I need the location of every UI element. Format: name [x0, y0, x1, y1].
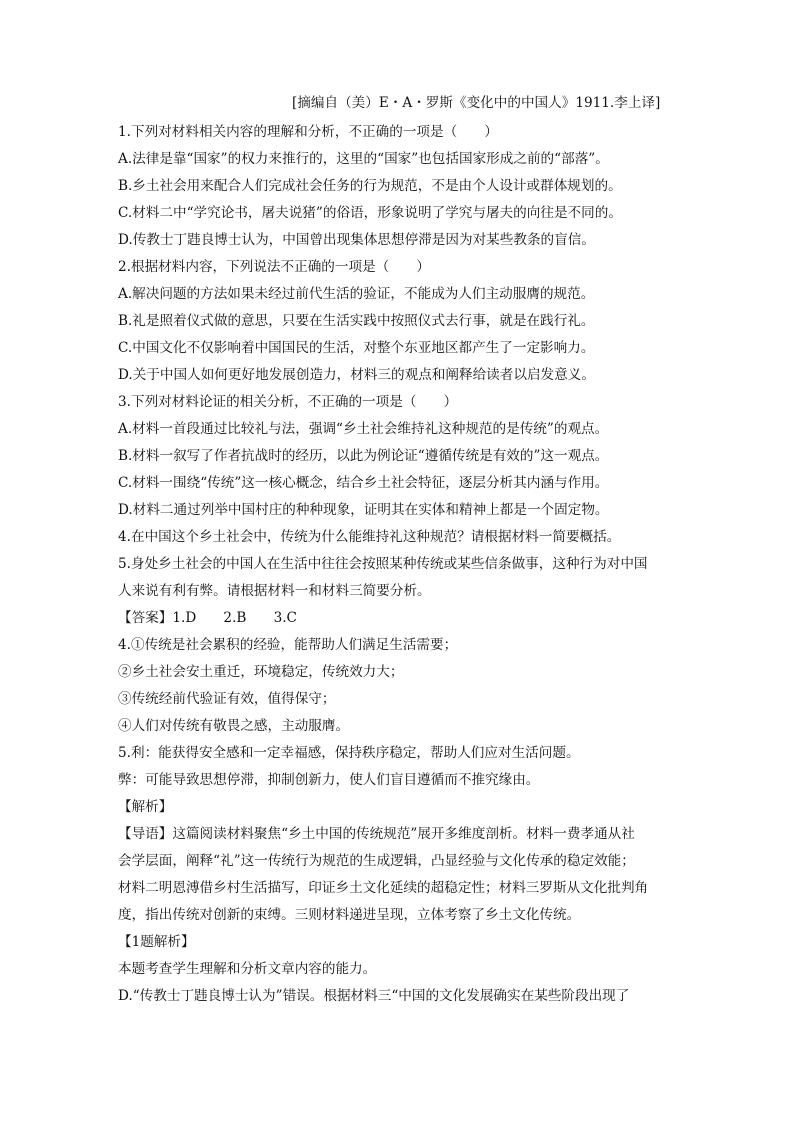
answer-key: 【答案】1.D 2.B 3.C	[118, 610, 297, 626]
answer-4-point-1: 4.①传统是社会累积的经验，能帮助人们满足生活需要；	[118, 637, 458, 653]
answer-5-con: 弊：可能导致思想停滞，抑制创新力，使人们盲目遵循而不推究缘由。	[118, 772, 540, 788]
question-1-stem: 1.下列对材料相关内容的理解和分析，不正确的一项是（ ）	[118, 124, 498, 140]
q2-option-b: B.礼是照着仪式做的意思，只要在生活实践中按照仪式去行事，就是在践行礼。	[118, 313, 595, 329]
q3-option-b: B.材料一叙写了作者抗战时的经历，以此为例论证“遵循传统是有效的”这一观点。	[118, 448, 609, 464]
q3-option-d: D.材料二通过列举中国村庄的种种现象，证明其在实体和精神上都是一个固定物。	[118, 502, 609, 518]
q1-analysis-heading: 【1题解析】	[118, 934, 195, 950]
source-citation: [摘编自（美）E・A・罗斯《变化中的中国人》1911.李上译]	[292, 95, 661, 111]
question-2-stem: 2.根据材料内容，下列说法不正确的一项是（ ）	[118, 259, 431, 275]
q3-option-c: C.材料一围绕“传统”这一核心概念，结合乡土社会特征，逐层分析其内涵与作用。	[118, 475, 609, 491]
q1-option-a: A.法律是靠“国家”的权力来推行的，这里的“国家”也包括国家形成之前的“部落”。	[118, 151, 609, 167]
q1-analysis-line-2: D.“传教士丁韪良博士认为”错误。根据材料三“中国的文化发展确实在某些阶段出现了	[118, 988, 630, 1004]
intro-paragraph-line-2: 会学层面，阐释“礼”这一传统行为规范的生成逻辑，凸显经验与文化传承的稳定效能；	[118, 853, 635, 869]
answer-4-point-2: ②乡土社会安土重迁，环境稳定，传统效力大；	[118, 664, 404, 680]
q3-option-a: A.材料一首段通过比较礼与法，强调“乡土社会维持礼这种规范的是传统”的观点。	[118, 421, 609, 437]
q2-option-a: A.解决问题的方法如果未经过前代生活的验证，不能成为人们主动服膺的规范。	[118, 286, 595, 302]
question-5-stem: 5.身处乡土社会的中国人在生活中往往会按照某种传统或某些信条做事，这种行为对中国	[118, 556, 648, 572]
q2-option-d: D.关于中国人如何更好地发展创造力，材料三的观点和阐释给读者以启发意义。	[118, 367, 595, 383]
intro-paragraph-line-4: 度，指出传统对创新的束缚。三则材料递进呈现，立体考察了乡土文化传统。	[118, 907, 581, 923]
answer-4-point-4: ④人们对传统有敬畏之感，主动服膺。	[118, 718, 350, 734]
q2-option-c: C.中国文化不仅影响着中国国民的生活，对整个东亚地区都产生了一定影响力。	[118, 340, 595, 356]
answer-4-point-3: ③传统经前代验证有效，值得保守；	[118, 691, 336, 707]
question-3-stem: 3.下列对材料论证的相关分析，不正确的一项是（ ）	[118, 394, 458, 410]
intro-paragraph-line-3: 材料二明恩溥借乡村生活描写，印证乡土文化延续的超稳定性；材料三罗斯从文化批判角	[118, 880, 649, 896]
q1-analysis-line-1: 本题考查学生理解和分析文章内容的能力。	[118, 961, 377, 977]
intro-paragraph-line-1: 【导语】这篇阅读材料聚焦“乡土中国的传统规范”展开多维度剖析。材料一费孝通从社	[118, 826, 635, 842]
analysis-heading: 【解析】	[118, 799, 173, 815]
question-4-stem: 4.在中国这个乡土社会中，传统为什么能维持礼这种规范？请根据材料一简要概括。	[118, 529, 621, 545]
question-5-stem-cont: 人来说有利有弊。请根据材料一和材料三简要分析。	[118, 583, 431, 599]
q1-option-c: C.材料二中“学究论书，屠夫说猪”的俗语，形象说明了学究与屠夫的向往是不同的。	[118, 205, 622, 221]
q1-option-b: B.乡土社会用来配合人们完成社会任务的行为规范，不是由个人设计或群体规划的。	[118, 178, 622, 194]
q1-option-d: D.传教士丁韪良博士认为，中国曾出现集体思想停滞是因为对某些教条的盲信。	[118, 232, 595, 248]
answer-5-pro: 5.利：能获得安全感和一定幸福感，保持秩序稳定，帮助人们应对生活问题。	[118, 745, 580, 761]
